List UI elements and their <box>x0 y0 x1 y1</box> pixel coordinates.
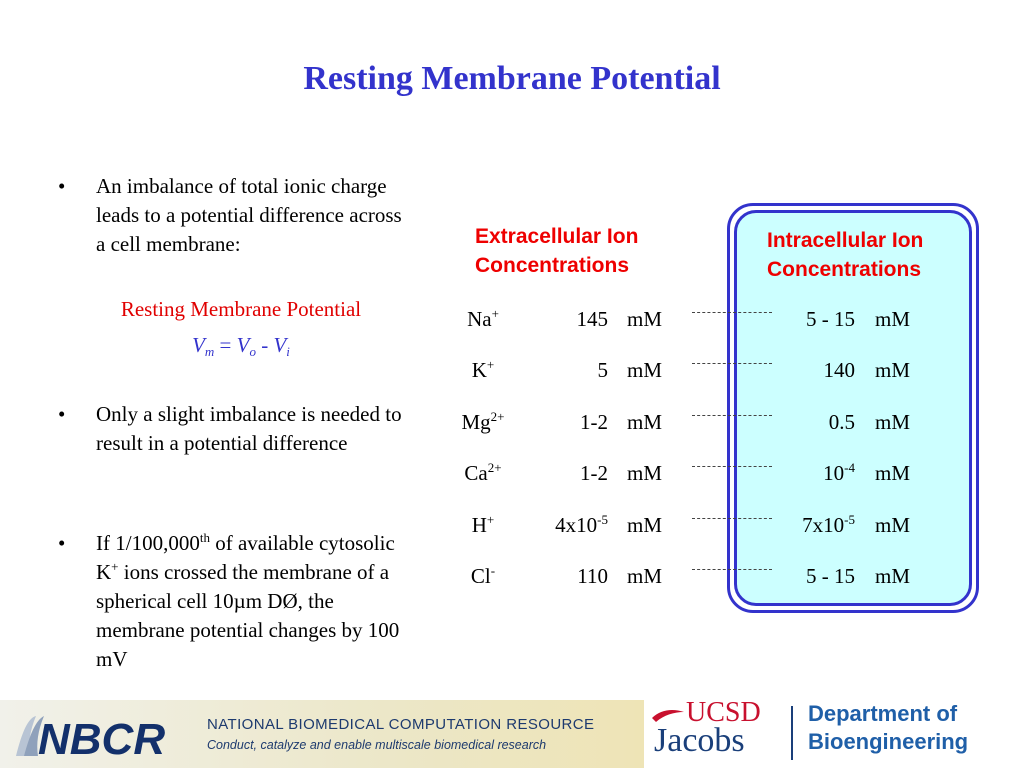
svg-text:NBCR: NBCR <box>38 715 166 760</box>
extracellular-value: 1-2 <box>580 410 608 434</box>
extracellular-unit: mM <box>627 410 663 434</box>
nbcr-name: NATIONAL BIOMEDICAL COMPUTATION RESOURCE <box>207 716 595 733</box>
department-name: Department of Bioengineering <box>808 701 969 754</box>
intracellular-unit: mM <box>875 358 911 382</box>
bullet-item: • Only a slight imbalance is needed to result in a potential difference <box>58 400 408 458</box>
ucsd-wordmark: UCSD <box>686 697 761 728</box>
bullet-text: An imbalance of total ionic charge leads to a potential difference across a cell membrane: <box>96 174 402 256</box>
resting-potential-label: Resting Membrane Potential <box>120 297 362 321</box>
dashed-connector <box>692 363 772 364</box>
dashed-connector <box>692 518 772 519</box>
intracellular-unit: mM <box>875 513 911 537</box>
bullet-text: If 1/100,000th of available cytosolic K+ ions crossed the membrane of a spherical cell 10µm DØ, the membrane potential changes by 100 mV <box>96 530 400 671</box>
extracellular-value: 145 <box>576 307 608 331</box>
extracellular-unit: mM <box>627 461 663 485</box>
extracellular-header: Extracellular Ion Concentrations <box>475 225 639 277</box>
extracellular-unit: mM <box>627 358 663 382</box>
extracellular-value: 5 <box>597 358 608 382</box>
extracellular-value: 1-2 <box>580 461 608 485</box>
jacobs-wordmark: Jacobs <box>654 722 745 759</box>
dashed-connector <box>692 415 772 416</box>
ion-symbol: K+ <box>471 357 495 382</box>
intracellular-value: 140 <box>823 358 855 382</box>
membrane-potential-equation: $V_m = V_o - V_i$ <box>192 333 290 359</box>
dashed-connector <box>692 569 772 570</box>
extracellular-unit: mM <box>627 513 663 537</box>
nbcr-tagline: Conduct, catalyze and enable multiscale biomedical research <box>207 738 547 752</box>
extracellular-unit: mM <box>627 564 663 588</box>
bullet-text: Only a slight imbalance is needed to result in a potential difference <box>96 402 402 455</box>
bullet-item: • If 1/100,000th of available cytosolic K+ ions crossed the membrane of a spherical cell 10µm DØ, the membrane potential changes by 100 mV <box>58 529 408 674</box>
extracellular-value: 110 <box>577 564 608 588</box>
intracellular-unit: mM <box>875 564 911 588</box>
dashed-connector <box>692 466 772 467</box>
dashed-connector <box>692 312 772 313</box>
slide-title: Resting Membrane Potential <box>303 60 721 97</box>
intracellular-value: $10^{-4}$ <box>823 460 855 485</box>
nbcr-logo <box>14 712 198 760</box>
ion-symbol: $Mg^{2+}$ <box>461 409 505 434</box>
intracellular-header: Intracellular Ion Concentrations <box>767 229 924 281</box>
logo-divider <box>791 706 793 760</box>
ion-symbol: Cl- <box>470 563 496 588</box>
intracellular-unit: mM <box>875 410 911 434</box>
intracellular-value: 0.5 <box>828 410 855 434</box>
extracellular-unit: mM <box>627 307 663 331</box>
intracellular-unit: mM <box>875 461 911 485</box>
intracellular-value: 5 - 15 <box>806 564 855 588</box>
ion-symbol: Na+ <box>467 306 499 331</box>
intracellular-unit: mM <box>875 307 911 331</box>
ion-symbol: H+ <box>471 512 495 537</box>
bullet-item: • An imbalance of total ionic charge leads to a potential difference across a cell membrane: <box>58 172 408 259</box>
ion-symbol: $Ca^{2+}$ <box>464 460 502 485</box>
intracellular-value: $7x10^{-5}$ <box>802 512 855 537</box>
intracellular-value: 5 - 15 <box>806 307 855 331</box>
extracellular-value: $4x10^{-5}$ <box>555 512 608 537</box>
